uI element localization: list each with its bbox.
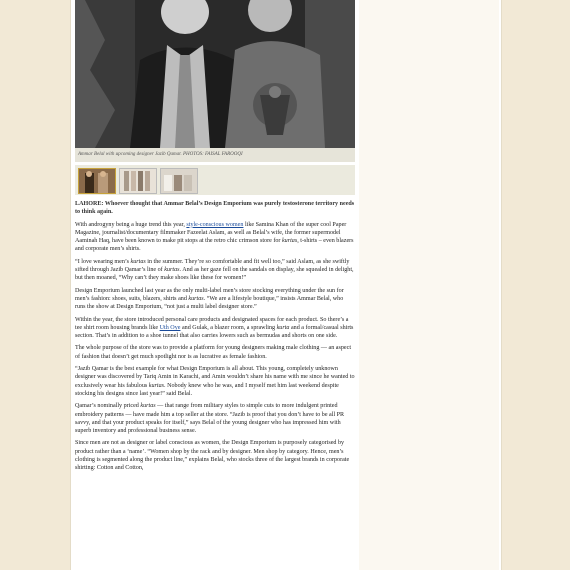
thumbnail-3-image (161, 169, 197, 193)
text: Within the year, the store introduced personal care products and designated spaces for each product. So there’s a tee shirt room housing brands like (75, 316, 349, 331)
text: , t-shirts – even blazers and corporate men’s shirts. (75, 238, 354, 253)
photo-illustration (75, 0, 355, 148)
paragraph-5: The whole purpose of the store was to provide a platform for young designers making male clothing — an aspect of fashion that doesn’t get much spotlight nor is as lucrative as female fashion. (75, 345, 352, 360)
thumbnail-3[interactable] (160, 168, 198, 194)
kurtas-term: kurtas (188, 295, 204, 302)
paragraph-3 (75, 287, 355, 312)
thumbnail-2[interactable] (119, 168, 157, 194)
page-container (70, 0, 502, 570)
text: — that range from military styles to simple cuts to more indulgent printed embroidery patterns — have made him a top seller at the store. “Jazib is proof that you don’t have to be all PR savvy, and that your product speaks for itself,” says Belal of the young designer who has impressed him with superb inventory and professional business sense. (75, 403, 345, 435)
text: in the summer. They’re so comfortable and fit well too,” said Aslam, as she swiftly sifted through Jazib Qamar’s line of (75, 258, 350, 274)
paragraph-7 (75, 402, 355, 435)
paragraph-4 (75, 316, 355, 341)
text: Design Emporium launched last year as the only multi-label men’s store stocking everything under the sun for men’s fashion: shoes, suits, blazers, shirts and (75, 287, 344, 302)
text: like Samina Khan of the super cool Paper Magazine, journalist/documentary filmmaker Fazeelat Aslam, as well as Belal’s wife, the former supermodel Aaminah Haq, have been known to make pit stops at the retro chic crimson store for (75, 221, 347, 245)
thumbnail-2-image (120, 169, 156, 193)
right-sidebar (359, 0, 499, 570)
kurta-term: kurta (276, 324, 290, 331)
main-photo (75, 0, 355, 148)
paragraph-8: Since men are not as designer or label conscious as women, the Design Emporium is purposely categorised by product rather than a ‘name’. “Women shop by the rack and by designer. Men shop by category. Hence, men’s clothing is segmented along the product line,” explains Belal, who stocks three of the largest brands in corporate shirting: Cotton and Cotton, (75, 440, 350, 472)
thumbnail-1[interactable] (78, 168, 116, 194)
thumbnail-1-image (79, 169, 115, 193)
text: “I love wearing men’s (75, 258, 131, 265)
text: “Jazib Qamar is the best example for what Design Emporium is all about. This young, completely unknown designer was discovered by Tariq Amin in Karachi, and Amin wouldn’t share his name with me since he wanted to exclusively wear his fabulous (75, 366, 355, 389)
article (75, 0, 355, 477)
kurtas-term: kurtas (281, 238, 298, 245)
text: Qamar’s nominally priced (75, 403, 141, 410)
kurtas-term: kurtas (140, 403, 156, 410)
kurtas-term: kurtas (130, 258, 146, 265)
text: . “We are a lifestyle boutique,” insists Ammar Belal, who runs the show at Design Emporium, “not just a multi label designer store.” (75, 295, 344, 311)
paragraph-2 (75, 258, 355, 283)
kurtas-term: kurtas (164, 267, 180, 274)
photo-caption: Ammar Belal with upcoming designer Jazib Qamar. PHOTOS: FAISAL FAROOQI (75, 148, 355, 162)
article-lead: LAHORE: Whoever thought that Ammar Belal’s Design Emporium was purely testosterone territory needs to think again. (75, 201, 355, 216)
style-conscious-women-link[interactable]: style-conscious women (186, 221, 244, 228)
text: and Gulak, a blazer room, a sprawling (180, 324, 277, 331)
kurtas-term: kurtas (148, 382, 165, 389)
article-body (75, 200, 355, 473)
text: and a formal/casual shirts section. That’s in addition to a shoe tunnel that also carries lowers such as bermudas and shorts on one side. (75, 324, 354, 340)
text: . Nobody knew who he was, and I myself met him last weekend despite stocking his designs since last year!” said Belal. (75, 382, 339, 397)
paragraph-1 (75, 221, 355, 254)
uth-oye-link[interactable]: Uth Oye (159, 324, 181, 331)
text: With androgyny being a huge trend this year, (75, 221, 187, 228)
text: . And as her gaze fell on the sandals on display, she squealed in delight, but then moaned, “Why can’t they make shoes like these for women!” (75, 267, 354, 282)
thumbnail-strip (75, 165, 355, 195)
paragraph-6 (75, 365, 355, 398)
